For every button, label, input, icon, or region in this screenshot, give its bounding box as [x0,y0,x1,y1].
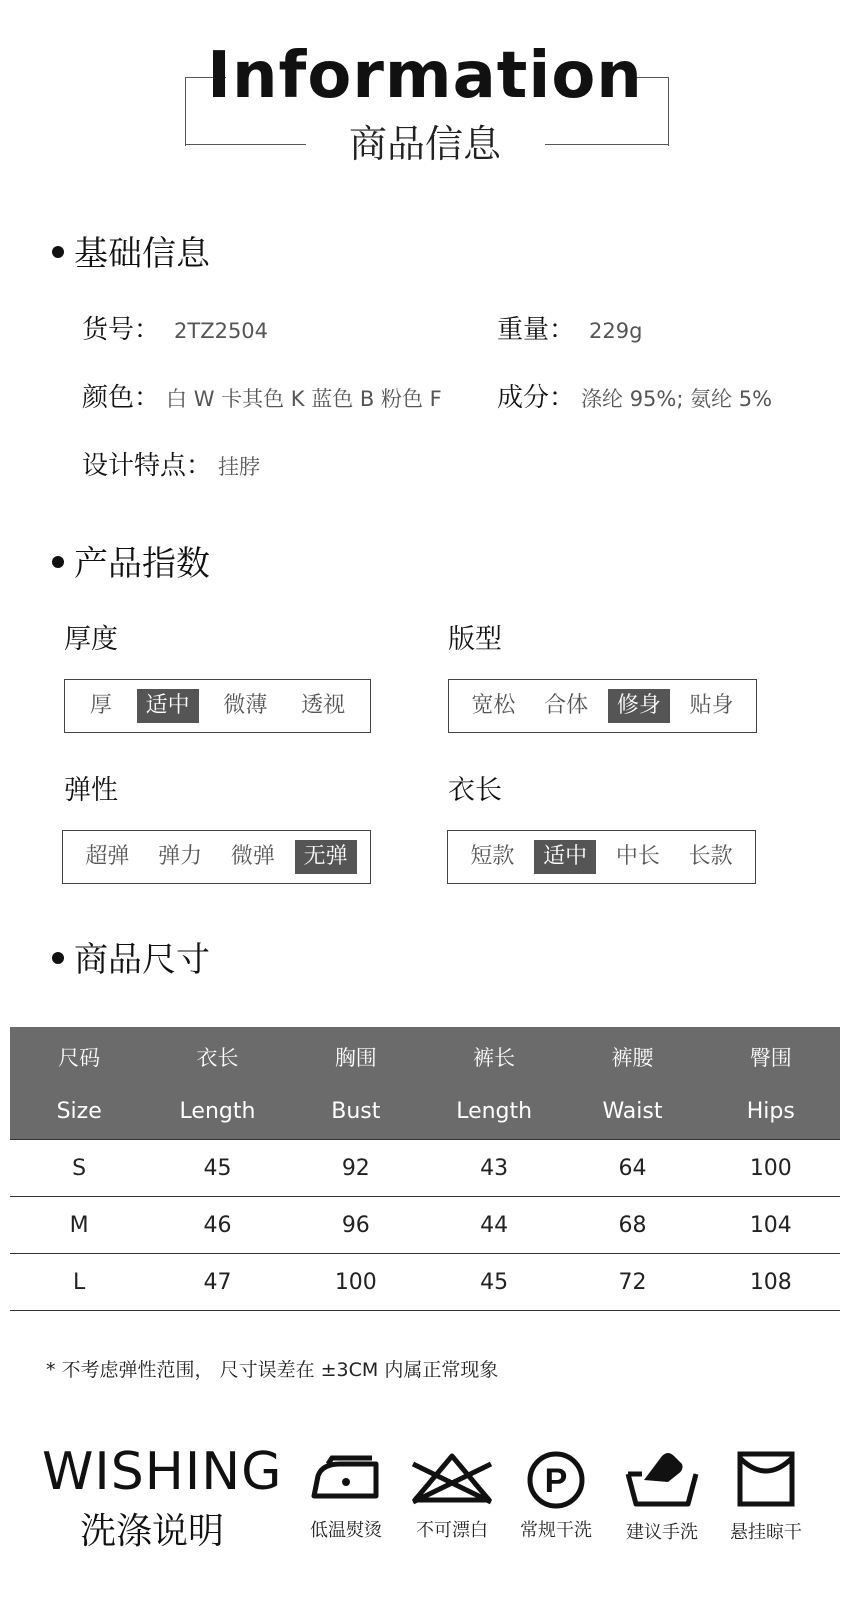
bullet-dot [52,952,64,964]
table-cell: 45 [148,1140,286,1197]
header-cell: Size [10,1083,148,1140]
page-subtitle: 商品信息 [348,122,501,166]
color-value: 白 W 卡其色 K 蓝色 B 粉色 F [166,387,442,411]
material-label: 成分： [497,383,576,413]
size-note: * 不考虑弹性范围， 尺寸误差在 ±3CM 内属正常现象 [46,1359,499,1381]
header-cell: Bust [287,1083,425,1140]
thickness-title: 厚度 [64,624,118,655]
item-no-value: 2TZ2504 [174,319,269,343]
design-value: 挂脖 [218,455,261,479]
table-cell: 46 [148,1197,286,1254]
care-item-dryclean [506,1450,606,1542]
length-option: 短款 [470,844,515,869]
weight-row [497,312,642,349]
table-cell: 108 [702,1254,840,1311]
care-label: 不可漂白 [416,1520,488,1541]
header-cell: Waist [563,1083,701,1140]
design-row [82,448,260,485]
table-cell: S [10,1140,148,1197]
thickness-option-selected: 适中 [137,689,199,723]
care-label: 低温熨烫 [310,1520,382,1541]
care-item-handwash [612,1450,712,1544]
table-cell: 96 [287,1197,425,1254]
table-cell: 104 [702,1197,840,1254]
elasticity-option: 超弹 [85,844,130,869]
size-table [10,1027,840,1311]
care-label: 建议手洗 [626,1522,698,1543]
thickness-option: 厚 [89,693,112,718]
material-value: 涤纶 95%; 氨纶 5% [581,387,773,411]
header-cell: Hips [702,1083,840,1140]
fit-option: 贴身 [689,693,734,718]
header-cell: 裤长 [425,1027,563,1083]
section-size-title: 商品尺寸 [74,940,210,980]
table-cell: 92 [287,1140,425,1197]
hang-dry-icon [734,1450,798,1508]
table-row [10,1197,840,1254]
fit-title: 版型 [448,624,502,655]
wash-title: WISHING [42,1442,283,1502]
dry-clean-p-icon [524,1450,588,1510]
table-cell: 44 [425,1197,563,1254]
fit-option-selected: 修身 [608,689,670,723]
elasticity-scale [62,830,371,884]
color-row [82,380,442,417]
header-cell: 臀围 [702,1027,840,1083]
table-cell: 45 [425,1254,563,1311]
page-title: Information [207,39,643,113]
length-scale [447,830,756,884]
table-cell: 43 [425,1140,563,1197]
fit-option: 宽松 [471,693,516,718]
thickness-option: 透视 [301,693,346,718]
elasticity-option: 微弹 [230,844,275,869]
table-header-cn [10,1027,840,1083]
table-cell: 68 [563,1197,701,1254]
hand-wash-icon [622,1450,702,1508]
svg-text:P: P [544,1462,568,1500]
length-option: 中长 [615,844,660,869]
weight-label: 重量： [497,315,576,345]
table-cell: M [10,1197,148,1254]
no-bleach-icon [407,1450,497,1506]
table-cell: L [10,1254,148,1311]
table-row [10,1254,840,1311]
table-header-en [10,1083,840,1140]
weight-value: 229g [589,319,643,343]
header-cell: Length [425,1083,563,1140]
care-item-iron [296,1450,396,1542]
care-label: 常规干洗 [520,1520,592,1541]
length-option-selected: 适中 [534,840,596,874]
care-item-hangdry [716,1450,816,1544]
section-index-title: 产品指数 [74,544,210,584]
table-cell: 64 [563,1140,701,1197]
thickness-scale [64,679,371,733]
item-no-label: 货号： [82,315,161,345]
table-cell: 72 [563,1254,701,1311]
header-cell: 衣长 [148,1027,286,1083]
length-option: 长款 [688,844,733,869]
section-index-heading [52,542,210,586]
header-cell: 胸围 [287,1027,425,1083]
section-basic-title: 基础信息 [74,234,210,274]
elasticity-title: 弹性 [64,775,118,806]
table-cell: 100 [702,1140,840,1197]
fit-option: 合体 [544,693,589,718]
fit-scale [448,679,757,733]
color-label: 颜色： [82,383,161,413]
care-item-bleach [402,1450,502,1542]
item-no-row [82,312,268,349]
elasticity-option-selected: 无弹 [295,840,357,874]
material-row [497,380,772,417]
header-cell: 裤腰 [563,1027,701,1083]
length-title: 衣长 [448,775,502,806]
design-label: 设计特点： [82,451,213,481]
bullet-dot [52,246,64,258]
elasticity-option: 弹力 [158,844,203,869]
section-size-heading [52,938,210,982]
wash-subtitle: 洗涤说明 [80,1511,225,1552]
table-cell: 100 [287,1254,425,1311]
header-cell: 尺码 [10,1027,148,1083]
table-cell: 47 [148,1254,286,1311]
bullet-dot [52,556,64,568]
header-cell: Length [148,1083,286,1140]
thickness-option: 微薄 [223,693,268,718]
section-basic-heading [52,232,210,276]
table-row [10,1140,840,1197]
care-label: 悬挂晾干 [730,1522,802,1543]
low-temp-iron-icon [306,1450,386,1506]
